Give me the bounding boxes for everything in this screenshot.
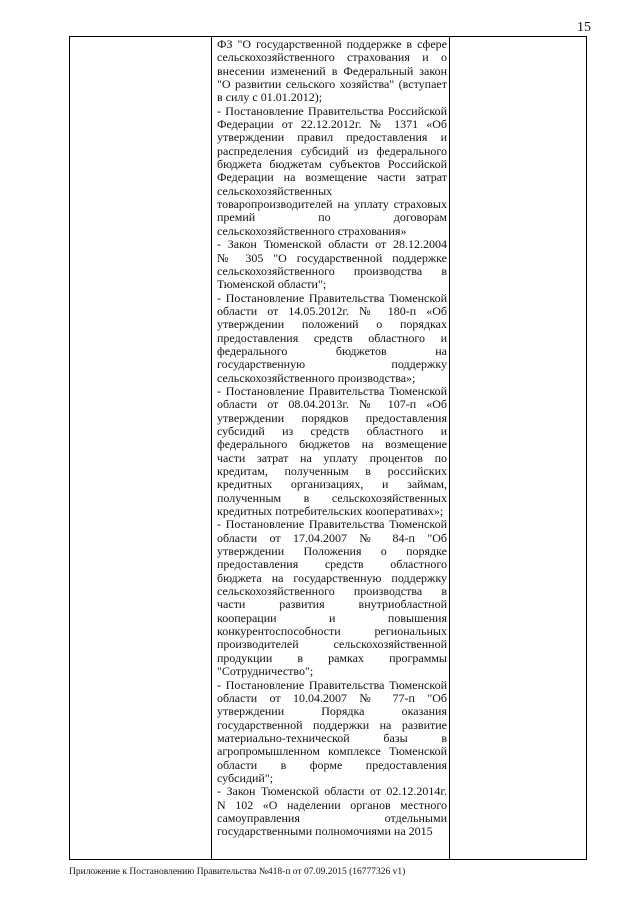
text-line: сельскохозяйственного производства в xyxy=(217,264,447,278)
text-line: предоставления средств областного и xyxy=(217,331,447,345)
text-line: сельскохозяйственного страхования» xyxy=(217,224,407,238)
text-line: части развития внутриобластной xyxy=(217,598,447,612)
text-line: государственной поддержки на развитие xyxy=(217,718,447,732)
text-line: кредитам, полученным в российских xyxy=(217,465,447,478)
text-line: предоставления средств областного xyxy=(217,558,447,572)
text-line: - Закон Тюменской области от 02.12.2014г. xyxy=(217,785,447,799)
text-line: товаропроизводителей на уплату страховых xyxy=(217,198,447,212)
text-line: кредитных потребительских кооперативах»; xyxy=(217,505,444,519)
text-line: области от 10.04.2007 № 77-п "Об xyxy=(217,691,447,705)
text-line: сельскохозяйственного производства в xyxy=(217,585,447,599)
text-line: - Постановление Правительства Тюменской xyxy=(217,518,447,532)
text-line: в силу с 01.01.2012); xyxy=(217,91,323,105)
text-line: распределения субсидий из федерального xyxy=(217,144,447,158)
text-line: сельскохозяйственного страхования и о xyxy=(217,51,447,65)
text-line: области от 14.05.2012г. № 180-п «Об xyxy=(217,304,447,318)
text-line: № 305 "О государственной поддержке xyxy=(217,251,447,265)
text-line: утверждении Положения о порядке xyxy=(217,545,447,559)
text-line: материально-технической базы в xyxy=(217,731,447,745)
text-line: агропромышленном комплексе Тюменской xyxy=(217,745,447,759)
text-line: "Сотрудничество"; xyxy=(217,665,314,679)
text-line: Федерации на возмещение части затрат xyxy=(217,171,447,185)
text-line: N 102 «О наделении органов местного xyxy=(217,798,447,812)
text-line: части затрат на уплату процентов по xyxy=(217,451,447,465)
text-line: бюджета на государственную поддержку xyxy=(217,571,447,585)
text-line: внесении изменений в Федеральный закон xyxy=(217,64,447,78)
text-line: бюджета бюджетам субъектов Российской xyxy=(217,158,447,172)
text-line: сельскохозяйственного производства»; xyxy=(217,371,416,385)
text-line: полученным в сельскохозяйственных xyxy=(217,491,447,505)
text-line: кооперации и повышения xyxy=(217,611,447,625)
page-number: 15 xyxy=(577,20,591,35)
text-line: сельскохозяйственных xyxy=(217,184,333,198)
text-line: - Постановление Правительства Тюменской xyxy=(217,384,447,398)
text-line: - Постановление Правительства Российской xyxy=(217,104,447,118)
text-line: области от 17.04.2007 № 84-п "Об xyxy=(217,531,447,545)
text-line: кредитных организациях, и займам, xyxy=(217,478,447,492)
text-line: утверждении Порядка оказания xyxy=(217,705,447,719)
text-line: премий по договорам xyxy=(217,211,447,225)
text-line: утверждении правил предоставления и xyxy=(217,131,447,145)
text-line: субсидий из средств областного и xyxy=(217,424,447,438)
text-line: "О развитии сельского хозяйства" (вступает xyxy=(217,78,447,92)
text-line: - Постановление Правительства Тюменской xyxy=(217,291,447,305)
text-line: Тюменской области"; xyxy=(217,278,327,292)
text-line: области от 08.04.2013г. № 107-п «Об xyxy=(217,398,447,412)
text-line: - Закон Тюменской области от 28.12.2004 xyxy=(217,238,447,252)
text-line: области в форме предоставления xyxy=(217,758,447,772)
legal-basis-cell xyxy=(217,38,447,839)
text-line: утверждении порядков предоставления xyxy=(217,411,447,425)
text-line: самоуправления отдельными xyxy=(217,811,447,825)
text-line: Федерации от 22.12.2012г. № 1371 «Об xyxy=(217,118,447,132)
page-footer: Приложение к Постановлению Правительства №418-п от 07.09.2015 (16777326 v1) xyxy=(69,867,406,877)
text-line: федерального бюджетов на возмещение xyxy=(217,438,447,452)
table-column-divider-left xyxy=(211,37,212,859)
text-line: государственными полномочиями на 2015 xyxy=(217,825,433,839)
text-line: - Постановление Правительства Тюменской xyxy=(217,678,447,692)
document-table xyxy=(69,36,587,860)
table-column-divider-right xyxy=(449,37,450,859)
text-line: субсидий"; xyxy=(217,771,274,785)
text-line: федерального бюджетов на xyxy=(217,344,447,358)
text-line: утверждении положений о порядках xyxy=(217,318,447,332)
text-line: продукции в рамках программы xyxy=(217,651,447,665)
text-line: государственную поддержку xyxy=(217,358,447,372)
text-line: конкурентоспособности региональных xyxy=(217,625,447,639)
text-line: производителей сельскохозяйственной xyxy=(217,638,447,652)
text-line: ФЗ "О государственной поддержке в сфере xyxy=(217,38,447,51)
